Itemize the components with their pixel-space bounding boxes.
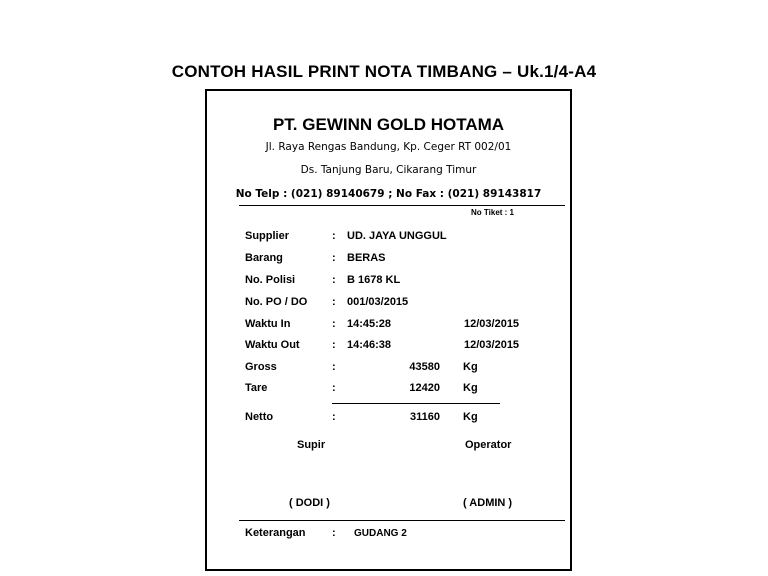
waktu-in-time: 14:45:28 <box>347 318 392 330</box>
waktu-out-date: 12/03/2015 <box>464 339 520 351</box>
netto-unit: Kg <box>463 411 478 423</box>
operator-label: Operator <box>465 439 512 451</box>
supplier-colon: : <box>332 230 336 242</box>
polisi-value: B 1678 KL <box>347 274 401 286</box>
waktu-in-date: 12/03/2015 <box>464 318 520 330</box>
waktu-in-colon: : <box>332 318 336 330</box>
weighing-receipt <box>205 89 572 571</box>
netto-value: 31160 <box>410 411 440 423</box>
po-value: 001/03/2015 <box>347 296 409 308</box>
gross-label: Gross <box>245 361 277 373</box>
barang-colon: : <box>332 252 336 264</box>
supplier-value: UD. JAYA UNGGUL <box>347 230 447 242</box>
waktu-out-colon: : <box>332 339 336 351</box>
company-address-line1: Jl. Raya Rengas Bandung, Kp. Ceger RT 002/01 <box>265 141 512 153</box>
waktu-out-time: 14:46:38 <box>347 339 392 351</box>
company-contact: No Telp : (021) 89140679 ; No Fax : (021) 89143817 <box>235 188 542 200</box>
tare-unit: Kg <box>463 382 478 394</box>
footer-divider <box>239 520 565 521</box>
barang-value: BERAS <box>347 252 386 264</box>
tare-label: Tare <box>245 382 268 394</box>
keterangan-colon: : <box>332 527 336 539</box>
company-address-line2: Ds. Tanjung Baru, Cikarang Timur <box>300 164 477 176</box>
waktu-in-label: Waktu In <box>245 318 291 330</box>
netto-label: Netto <box>245 411 274 423</box>
po-label: No. PO / DO <box>245 296 308 308</box>
polisi-label: No. Polisi <box>245 274 296 286</box>
tare-value: 12420 <box>409 382 440 394</box>
barang-label: Barang <box>245 252 283 264</box>
slide-title: CONTOH HASIL PRINT NOTA TIMBANG – Uk.1/4-A4 <box>171 62 597 81</box>
netto-colon: : <box>332 411 336 423</box>
company-name: PT. GEWINN GOLD HOTAMA <box>272 115 505 134</box>
netto-divider <box>332 403 500 404</box>
keterangan-value: GUDANG 2 <box>354 528 407 539</box>
keterangan-label: Keterangan <box>245 527 306 539</box>
gross-unit: Kg <box>463 361 478 373</box>
polisi-colon: : <box>332 274 336 286</box>
gross-value: 43580 <box>409 361 440 373</box>
supir-name: ( DODI ) <box>289 497 330 509</box>
ticket-number: No Tiket : 1 <box>471 208 514 217</box>
waktu-out-label: Waktu Out <box>245 339 300 351</box>
header-divider <box>239 205 565 206</box>
tare-colon: : <box>332 382 336 394</box>
operator-name: ( ADMIN ) <box>463 497 513 509</box>
po-colon: : <box>332 296 336 308</box>
gross-colon: : <box>332 361 336 373</box>
supir-label: Supir <box>297 439 326 451</box>
supplier-label: Supplier <box>245 230 290 242</box>
